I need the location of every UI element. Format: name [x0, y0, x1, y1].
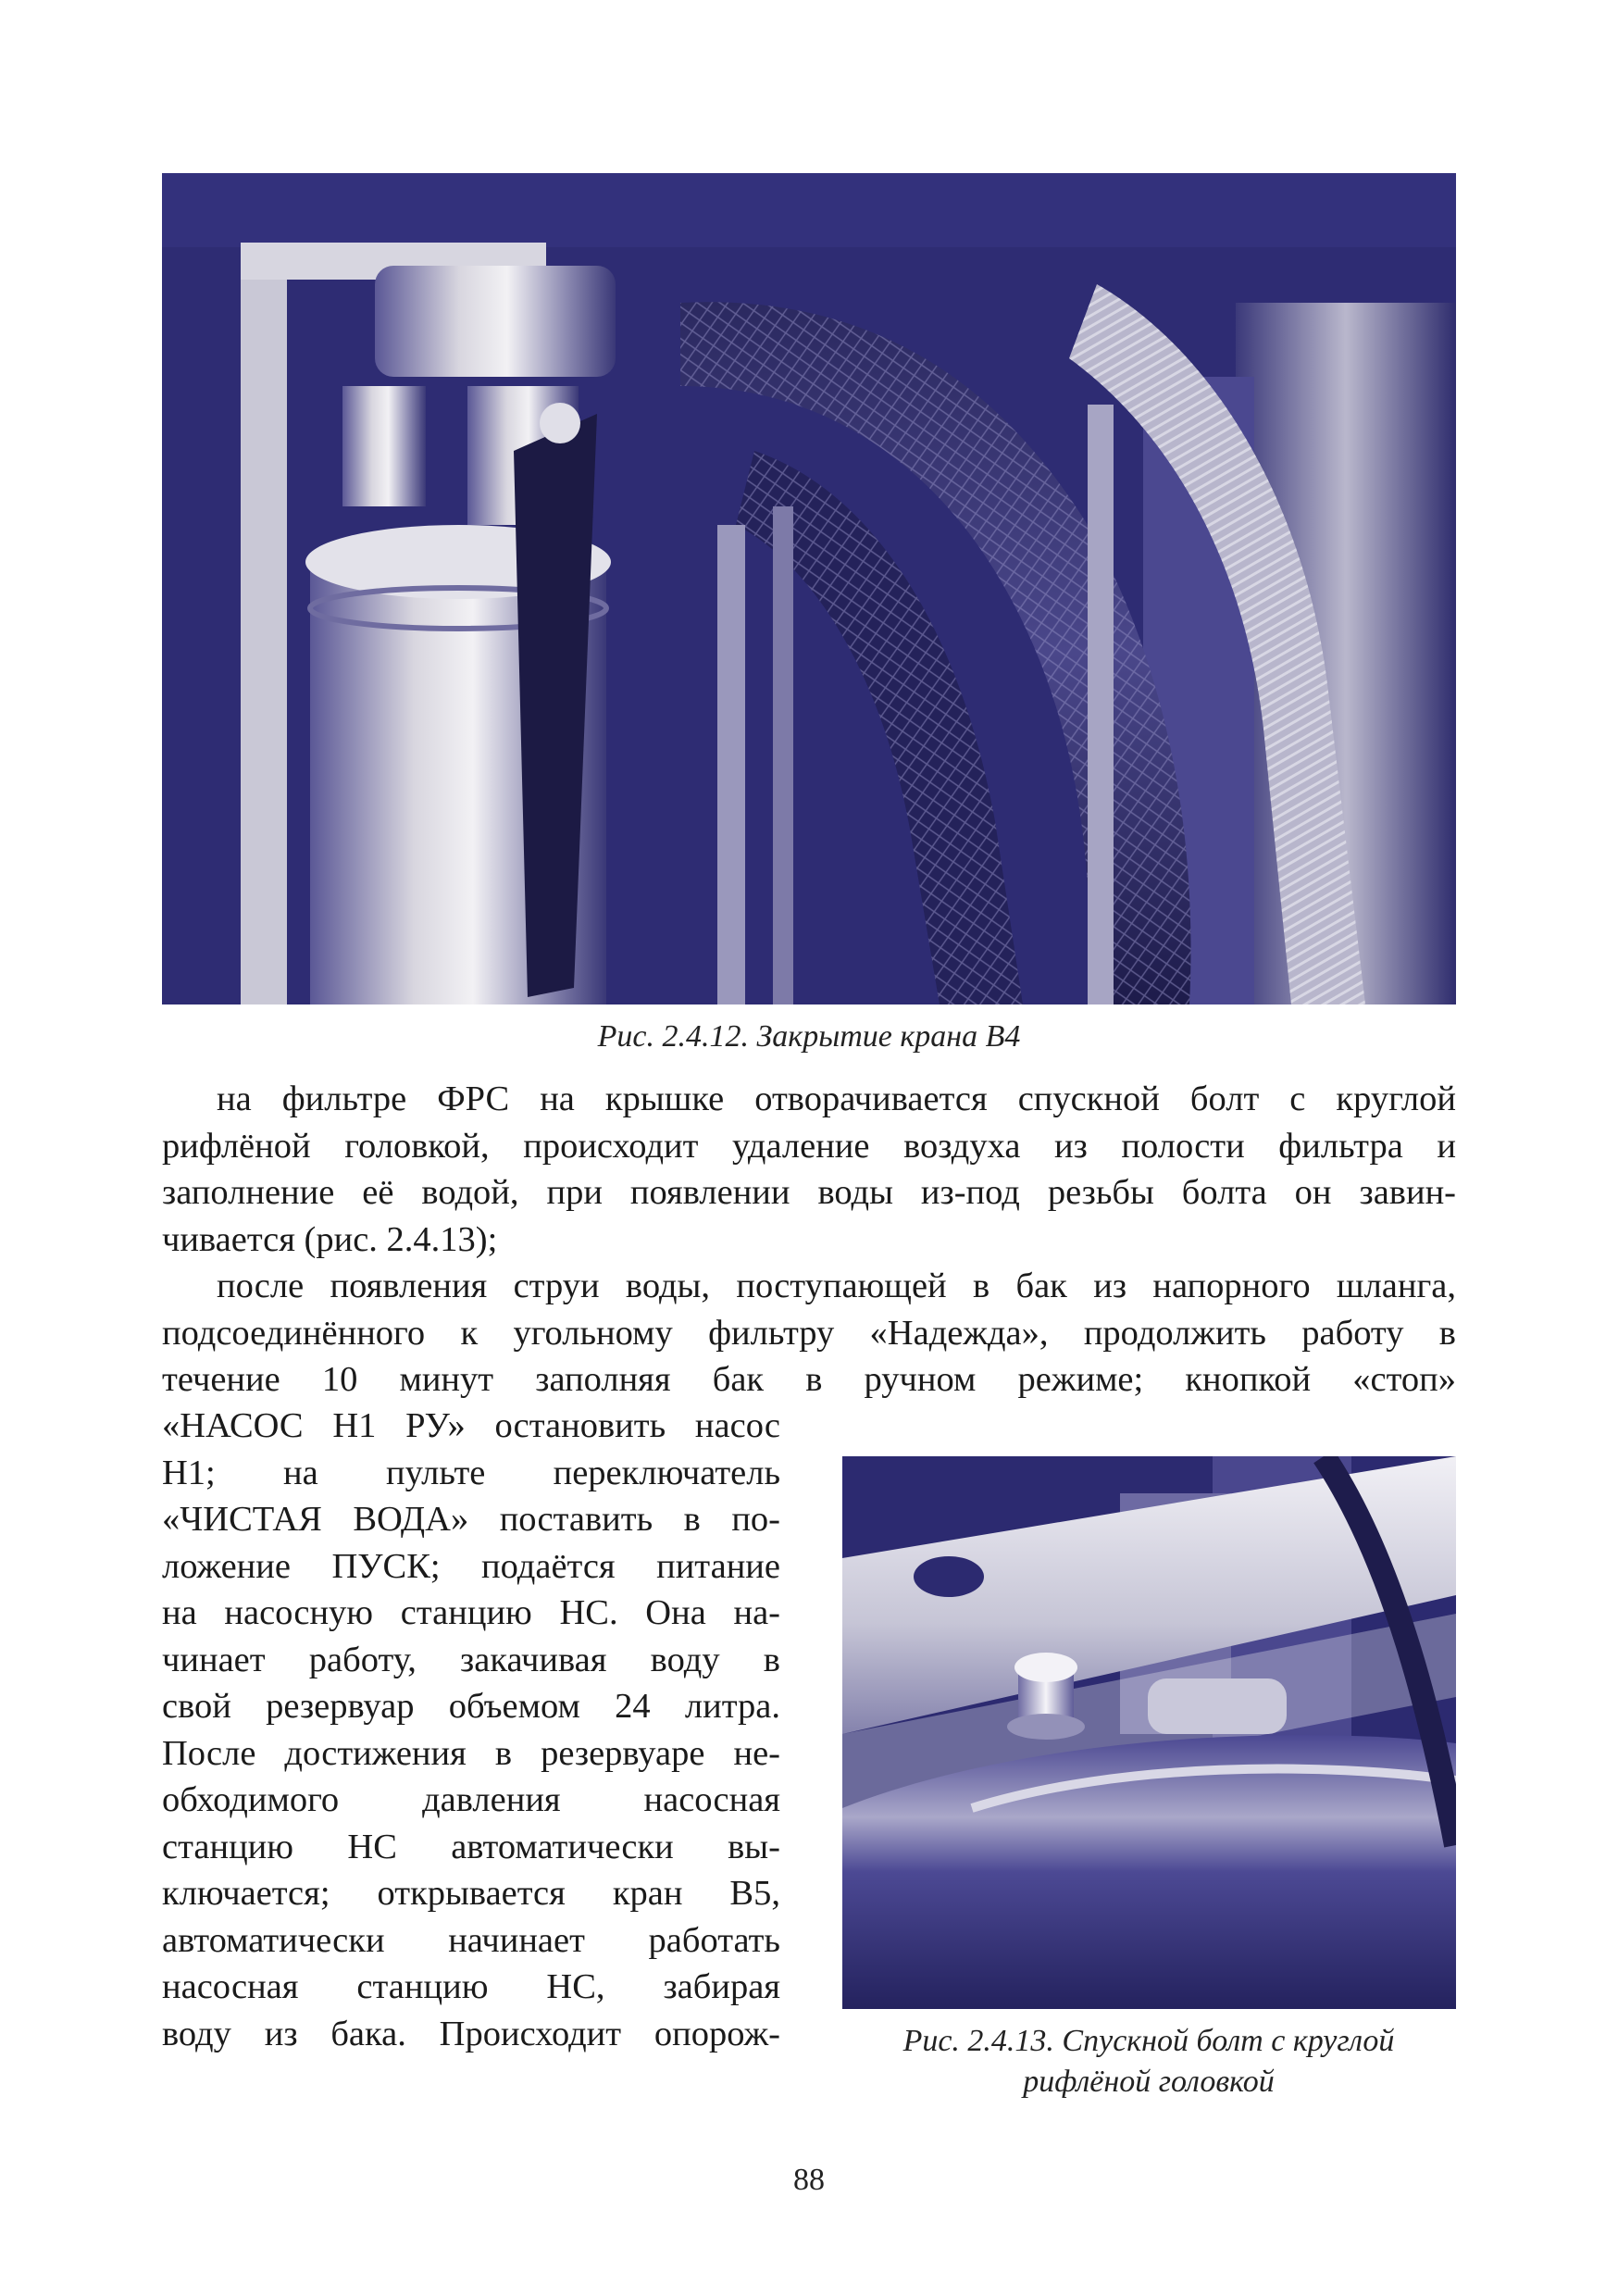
text-line: ложение ПУСК; подаётся питание	[162, 1546, 780, 1586]
text-line: рифлёной головкой, происходит удаление воздуха из полости фильтра и	[162, 1126, 1456, 1166]
text-line: Н1; на пульте переключатель	[162, 1453, 780, 1492]
text-line: После достижения в резервуаре не-	[162, 1733, 780, 1773]
figure-valve-photo	[162, 173, 1456, 1004]
caption-line: рифлёной головкой	[1023, 2065, 1275, 2099]
text-line: течение 10 минут заполняя бак в ручном режиме; кнопкой «стоп»	[162, 1360, 1456, 1399]
text-line: «ЧИСТАЯ ВОДА» поставить в по-	[162, 1500, 780, 1539]
paragraph-drain-bolt	[162, 1076, 1456, 1263]
text-line: ключается; открывается кран В5,	[162, 1874, 780, 1913]
text-line: чинает работу, закачивая воду в	[162, 1640, 780, 1679]
drain-bolt-photo-image	[842, 1456, 1456, 2009]
figure-caption-2-4-12: Рис. 2.4.12. Закрытие крана В4	[597, 1019, 1021, 1054]
text-line: на фильтре ФРС на крышке отворачивается спускной болт с круглой	[217, 1079, 1456, 1118]
text-line: свой резервуар объемом 24 литра.	[162, 1687, 780, 1726]
text-line: станцию НС автоматически вы-	[162, 1827, 780, 1866]
paragraph-pump-station	[162, 1403, 780, 2057]
paragraph-water-jet	[162, 1263, 1456, 1404]
text-line: после появления струи воды, поступающей в бак из напорного шланга,	[217, 1267, 1456, 1305]
text-line: обходимого давления насосная	[162, 1780, 780, 1819]
text-line: на насосную станцию НС. Она на-	[162, 1593, 780, 1632]
caption-line: Рис. 2.4.13. Спускной болт с круглой	[902, 2024, 1395, 2058]
text-line: подсоединённого к угольному фильтру «Надежда», продолжить работу в	[162, 1313, 1456, 1353]
figure-caption-2-4-13	[829, 2021, 1468, 2103]
valve-photo-image	[162, 173, 1456, 1004]
text-line: насосная станцию НС, забирая	[162, 1967, 780, 2006]
text-line: заполнение её водой, при появлении воды из-под резьбы болта он завин-	[162, 1173, 1456, 1212]
page-number: 88	[793, 2163, 825, 2197]
text-line: чивается (рис. 2.4.13);	[162, 1219, 498, 1259]
figure-drain-bolt-photo	[842, 1456, 1456, 2009]
text-line: «НАСОС Н1 РУ» остановить насос	[162, 1406, 780, 1445]
text-line: воду из бака. Происходит опорож-	[162, 2014, 780, 2053]
text-line: автоматически начинает работать	[162, 1920, 780, 1960]
